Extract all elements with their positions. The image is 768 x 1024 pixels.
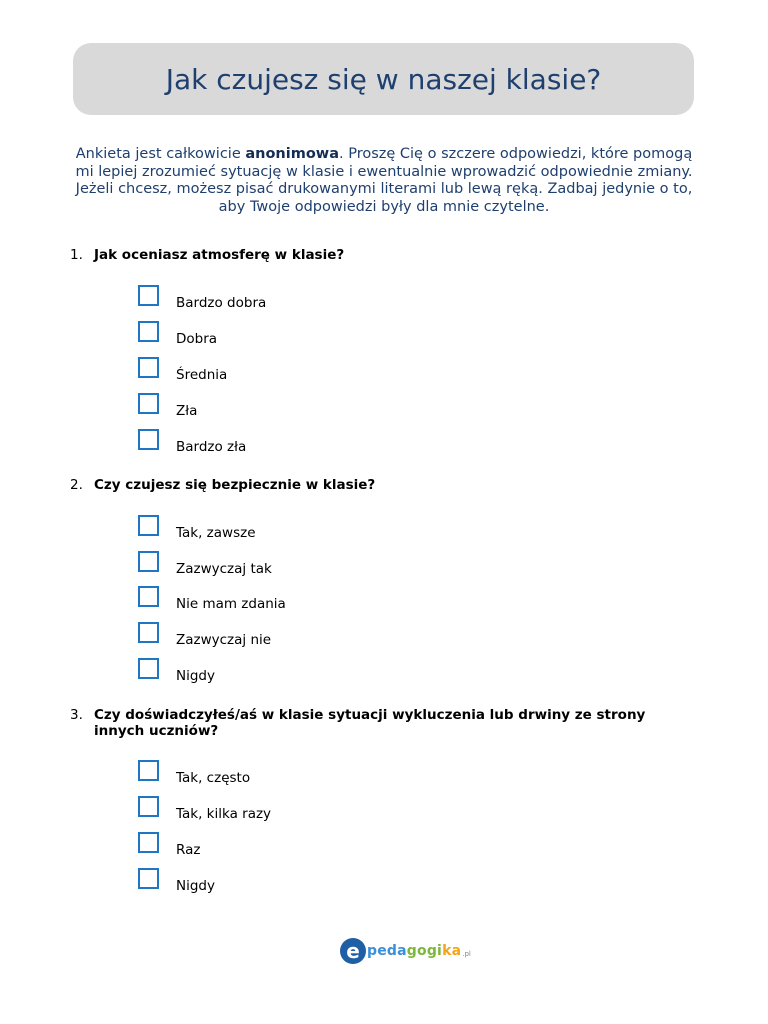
question-text: Czy czujesz się bezpiecznie w klasie? [94,477,376,493]
checkbox[interactable] [138,515,159,536]
logo-suffix: .pl [462,950,471,958]
question-number: 2. [70,477,83,493]
option-label: Nie mam zdania [176,596,286,612]
option-label: Tak, kilka razy [176,806,272,822]
question-number: 1. [70,247,83,263]
option-q1-2[interactable] [138,321,538,347]
option-q2-2[interactable] [138,551,538,577]
option-label: Nigdy [176,668,215,684]
logo-part-3: ka [442,943,462,959]
logo-wordmark [367,943,461,959]
question-2 [70,477,690,493]
option-q1-1[interactable] [138,285,538,311]
checkbox[interactable] [138,357,159,378]
checkbox[interactable] [138,586,159,607]
option-label: Bardzo zła [176,439,247,455]
checkbox[interactable] [138,796,159,817]
option-label: Zazwyczaj nie [176,632,272,648]
option-label: Tak, zawsze [176,525,256,541]
question-text: Czy doświadczyłeś/aś w klasie sytuacji wykluczenia lub drwiny ze strony innych uczniów? [94,707,646,739]
logo-e-icon: e [340,938,366,964]
logo-part-1: peda [367,943,407,959]
option-q2-1[interactable] [138,515,538,541]
option-label: Bardzo dobra [176,295,267,311]
checkbox[interactable] [138,760,159,781]
epedagogika-logo [340,936,471,966]
option-label: Zazwyczaj tak [176,561,272,577]
option-q3-3[interactable] [138,832,538,858]
logo-part-2: gogi [406,943,443,959]
option-q2-4[interactable] [138,622,538,648]
option-q1-3[interactable] [138,357,538,383]
checkbox[interactable] [138,622,159,643]
checkbox[interactable] [138,321,159,342]
checkbox[interactable] [138,832,159,853]
question-text: Jak oceniasz atmosferę w klasie? [94,247,345,263]
option-label: Nigdy [176,878,215,894]
checkbox[interactable] [138,393,159,414]
checkbox[interactable] [138,429,159,450]
option-label: Zła [176,403,198,419]
option-label: Tak, często [176,770,251,786]
intro-paragraph [70,146,698,216]
checkbox[interactable] [138,658,159,679]
question-3 [70,707,690,739]
question-number: 3. [70,707,83,723]
intro-bold: anonimowa [245,146,339,162]
page-title: Jak czujesz się w naszej klasie? [165,62,602,96]
checkbox[interactable] [138,551,159,572]
option-q1-4[interactable] [138,393,538,419]
checkbox[interactable] [138,285,159,306]
checkbox[interactable] [138,868,159,889]
option-q1-5[interactable] [138,429,538,455]
option-label: Średnia [176,367,228,383]
question-1 [70,247,690,263]
option-q3-4[interactable] [138,868,538,894]
title-banner [73,43,694,115]
option-label: Raz [176,842,201,858]
option-label: Dobra [176,331,218,347]
intro-text-1: Ankieta jest całkowicie [75,146,246,162]
option-q3-2[interactable] [138,796,538,822]
option-q2-5[interactable] [138,658,538,684]
option-q2-3[interactable] [138,586,538,612]
intro-text-2: . Proszę Cię o szczere odpowiedzi, które pomogą mi lepiej zrozumieć sytuację w klasie i ewentualnie wprowadzić odpowiednie zmiany. Jeżeli chcesz, możesz pisać drukowanymi literami lub lewą ręką. Zadbaj jedynie o to, aby Twoje odpowiedzi były dla mnie czytelne. [75,146,693,215]
option-q3-1[interactable] [138,760,538,786]
